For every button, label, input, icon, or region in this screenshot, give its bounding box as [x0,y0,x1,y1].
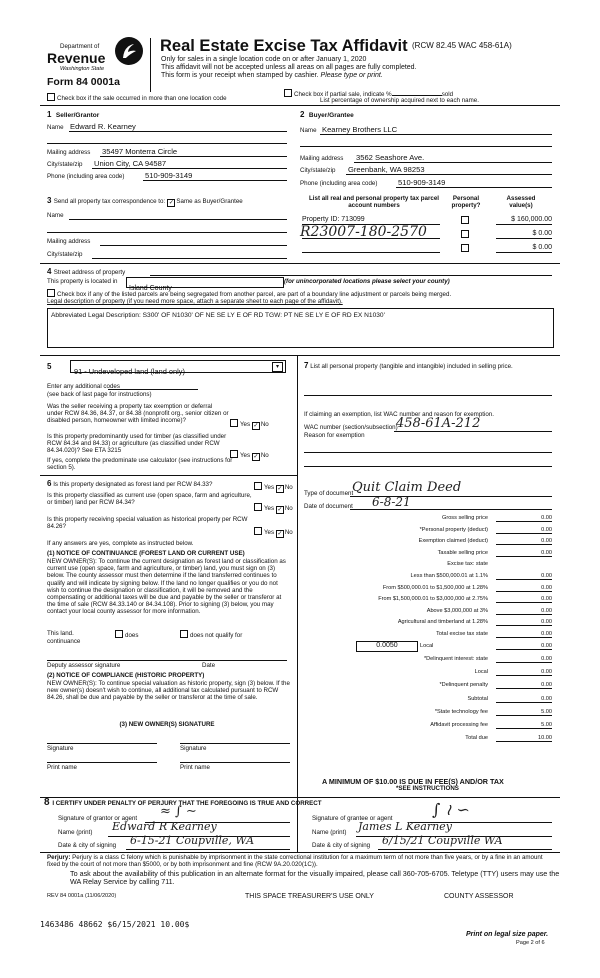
header-note1: Only for sales in a single location code on or after January 1, 2020 [161,56,367,63]
this-land-label: This land. [47,630,74,637]
county-select[interactable]: Island County [126,277,284,288]
parcel-id-1[interactable]: Property ID: 713099 [302,216,365,223]
corr-address-label: Mailing address [47,238,91,245]
tax-row-label: Less than $500,000.01 at 1.1% [410,573,488,579]
minimum-due: A MINIMUM OF $10.00 IS DUE IN FEE(S) AND/OR TAX [322,777,504,786]
tax-row-label: Excise tax: state [447,561,488,568]
assessed-value-2[interactable]: $ 0.00 [532,230,552,237]
seller-phone[interactable]: 510-909-3149 [145,171,193,180]
tax-row-value[interactable]: 0.00 [496,515,552,522]
seller-address[interactable]: 35497 Monterra Circle [102,147,178,156]
partial-sale-check[interactable]: Check box if partial sale, indicate % sold [284,89,453,98]
local-rate-box[interactable]: 0.0050 [356,641,418,652]
seller-name[interactable]: Edward R. Kearney [70,122,136,131]
land-use-select[interactable]: 91 - Undeveloped land (land only) ▾ [70,360,286,373]
legal-paper-note: Print on legal size paper. [466,931,549,938]
q-historic-yesno[interactable]: Yes ✓ No [254,527,293,538]
form-number: Form 84 0001a [47,76,120,88]
q-forest-yesno[interactable]: Yes ✓ No [254,482,293,493]
owner-sig-label-1: Signature [47,745,74,752]
tax-row [300,607,552,616]
tax-row [300,721,552,730]
tax-row [300,681,552,690]
legal-label: Legal description of property (if you need more space, attach a separate sheet to each page of the affidavit). [47,298,343,305]
tax-row-value[interactable]: 0.00 [496,527,552,534]
tax-row-label: Total due [465,735,488,742]
new-owner-heading: (3) NEW OWNER(S) SIGNATURE [119,721,215,728]
exempt-text: If claiming an exemption, list WAC number and reason for exemption. [304,411,494,418]
deputy-date-label: Date [202,662,216,669]
q-historic: Is this property receiving special valuation as historical property per RCW 84.26? [47,516,248,531]
tax-row [300,630,552,639]
q-timber-note: If yes, complete the predominate use calculator (see instructions for section 5). [47,457,233,472]
section3-heading: 3 Send all property tax correspondence to: ✓ Same as Buyer/Grantee [47,196,243,206]
tax-row [300,584,552,593]
tax-row-label: Local [474,669,488,676]
codes-label: Enter any additional codes [47,383,120,390]
grantor-name-label: Name (print) [58,829,93,836]
tax-row-value[interactable]: 0.00 [496,619,552,626]
buyer-name-label: Name [300,127,317,134]
header-note2: This affidavit will not be accepted unless all areas on all pages are fully completed. [161,64,417,71]
reason-label: Reason for exemption [304,432,365,439]
tax-row-value[interactable]: 5.00 [496,722,552,729]
certify-heading: 8 I CERTIFY UNDER PENALTY OF PERJURY THAT THE FOREGOING IS TRUE AND CORRECT [44,797,322,808]
alt-format-text: To ask about the availability of this publication in an alternate format for the visually impaired, please call 360-705-6705. Teletype (TTY) users may use the WA Relay Service by calling 711. [70,869,560,886]
grantor-date-label: Date & city of signing [58,842,117,849]
doc-type-label: Type of document [304,490,354,497]
q-exemption-yesno[interactable]: Yes ✓ No [230,419,269,430]
personal-col-header: Personal property? [451,195,481,210]
legal-description-field[interactable]: Abbreviated Legal Description: S300' OF N1030' OF NE SE LY E OF RD TGW: PT NE SE LY E OF RD EX N1030' [47,308,554,348]
perjury-text: Perjury: Perjury is a class C felony which is punishable by imprisonment in the state correctional institution for a maximum term of not more than five years, or by a fine in an amount fixed by the court of not more than $5000, or by both imprisonment and fine (RCW 9A.20.020(1C)). [47,854,543,869]
buyer-city-label: City/state/zip [300,167,336,174]
tax-row-label: Affidavit processing fee [430,722,488,728]
buyer-address-label: Mailing address [300,155,344,162]
located-label: This property is located in [47,278,118,285]
buyer-heading: 2 Buyer/Grantee [300,110,354,119]
tax-row-value[interactable]: 0.00 [496,538,552,545]
tax-row [300,618,552,627]
cashier-stamp: 1463486 48662 $6/15/2021 10.00$ [40,920,190,929]
tax-row [300,560,552,569]
grantee-sig-label: Signature of grantee or agent [312,815,393,822]
tax-row-value[interactable]: 0.00 [496,682,552,689]
tax-row [300,537,552,546]
owner-print-label-2: Print name [180,764,210,771]
tax-row-value[interactable]: 0.00 [496,608,552,615]
buyer-name[interactable]: Kearney Brothers LLC [322,125,398,134]
assessed-value-3[interactable]: $ 0.00 [532,244,552,251]
tax-row-label: From $1,500,000.01 to $3,000,000 at 2.75% [378,596,488,603]
agency-name: Revenue [47,50,106,66]
tax-row-value[interactable]: 0.00 [496,573,552,580]
chevron-down-icon[interactable]: ▾ [272,362,283,372]
assessed-col-header: Assessed value(s) [506,195,536,210]
county-assessor: COUNTY ASSESSOR [444,893,514,900]
corr-name-label: Name [47,212,64,219]
grantee-name[interactable]: James L Kearney [358,820,452,833]
tax-row [300,595,552,604]
seller-name-label: Name [47,124,64,131]
local-label: Local [420,643,434,649]
tax-row-label: From $500,000.01 to $1,500,000 at 1.28% [382,584,488,591]
seller-city-label: City/state/zip [47,161,83,168]
segregated-check[interactable]: Check box if any of the listed parcels are being segregated from another parcel, are part of a boundary line adjustment or parcels being merged. [47,289,557,298]
deputy-sig-label: Deputy assessor signature [47,662,121,669]
agency-line1: Department of [60,43,100,50]
q-timber-yesno[interactable]: Yes ✓ No [230,450,269,461]
tax-row [300,655,552,664]
grantor-date-city[interactable]: 6-15-21 Coupville, WA [130,834,255,847]
wac-value[interactable]: 458-61A-212 [396,416,481,431]
q-forest: 6 Is this property designated as forest land per RCW 84.33? [47,479,213,488]
buyer-city[interactable]: Greenbank, WA 98253 [348,165,425,174]
buyer-phone-label: Phone (including area code) [300,180,378,187]
owner-sig-label-2: Signature [180,745,207,752]
buyer-phone[interactable]: 510-909-3149 [398,178,446,187]
tax-row-value[interactable]: 0.00 [496,656,552,663]
tax-row-value[interactable]: 0.00 [496,550,552,557]
seller-heading: 1 Seller/Grantor [47,110,100,119]
seller-phone-label: Phone (including area code) [47,173,125,180]
tax-row [300,572,552,581]
page-number: Page 2 of 6 [516,940,545,946]
grantee-signature[interactable]: ∫ ≀ ∽ [432,800,470,819]
does-check[interactable]: does [115,630,138,639]
dor-logo-icon [114,36,144,66]
parcel-id-2[interactable]: R23007-180-2570 [300,224,427,240]
tax-row-value[interactable]: 0.00 [496,669,552,676]
tax-row-label: Exemption claimed (deduct) [418,538,488,545]
same-as-buyer-checkbox[interactable]: ✓ [168,200,174,206]
parcel-col-header: List all real and personal property tax parcel account numbers [309,195,439,210]
personal-checkbox-1[interactable] [461,216,469,224]
section7-text: 7 List all personal property (tangible and intangible) included in selling price. [304,361,513,370]
assessed-value-1[interactable]: $ 160,000.00 [511,216,552,223]
tax-row [300,514,552,523]
tax-row [300,708,552,717]
any-yes-note: If any answers are yes, complete as instructed below. [47,540,194,547]
tax-row-value[interactable]: 0.00 [496,631,552,638]
corr-city-label: City/state/zip [47,251,83,258]
does-not-check[interactable]: does not qualify for [180,630,242,639]
continuance-label: continuance [47,638,81,645]
tax-row [300,526,552,535]
tax-row-label: Gross selling price [441,515,488,521]
seller-address-label: Mailing address [47,149,91,156]
multi-location-check[interactable]: Check box if the sale occurred in more than one location code [47,93,227,102]
personal-checkbox-3[interactable] [461,244,469,252]
tax-row [300,734,552,743]
wac-label: WAC number (section/subsection) [304,424,398,431]
buyer-address[interactable]: 3562 Seashore Ave. [356,153,425,162]
agency-state: Washington State [60,66,105,72]
grantee-date-city[interactable]: 6/15/21 Coupville WA [382,834,503,847]
tax-row-value[interactable]: 0.00 [496,585,552,592]
tax-row [300,668,552,677]
grantee-name-label: Name (print) [312,829,347,836]
see-instructions: *SEE INSTRUCTIONS [396,785,459,792]
q-timber: Is this property predominantly used for timber (as classified under RCW 84.34 and 84.33) or agriculture (as classified under RCW 84.34.020)? See ETA 3215 [47,433,227,455]
tax-row-label: *Personal property (deduct) [419,526,488,533]
tax-row-value[interactable]: 10.00 [496,735,552,742]
q-exemption: Was the seller receiving a property tax exemption or deferral under RCW 84.36, 84.37, or 84.38 (nonprofit org., senior citizen or disabled person, homeowner with limited income)? [47,403,229,425]
tax-row-label: Agricultural and timberland at 1.28% [397,619,488,626]
doc-date-value[interactable]: 6-8-21 [372,495,411,509]
continuance-text: NEW OWNER(S): To continue the current designation as forest land or classification as current use (open space, farm and agriculture, or timber) land, you must sign on (3) below. The county assessor must then determine if the land transferred continues to qualify and will indicate by signing below. If the land no longer qualifies or you do not wish to continue the designation or classification, it will be removed and the compensating or additional taxes will be due and payable by the seller or transferor at the time of sale (RCW 84.33.140 or 84.34.108). Prior to signing (3) below, you may contact your local county assessor for more information. [47,558,286,616]
tax-row-label: Above $3,000,000 at 3% [426,607,488,614]
compliance-text: NEW OWNER(S): To continue special valuation as historic property, sign (3) below. If the new owner(s) doesn't wish to continue, all additional tax calculated pursuant to RCW 84.26, shall be due and payable by the seller or transferor at the time of sale. [47,680,290,702]
seller-city[interactable]: Union City, CA 94587 [94,159,167,168]
form-rcw: (RCW 82.45 WAC 458-61A) [412,41,512,50]
tax-row-label: Subtotal [467,695,488,702]
codes-note: (see back of last page for instructions) [47,391,152,398]
header-note3: This form is your receipt when stamped by cashier. Please type or print. [161,72,383,79]
rev-number: REV 84 0001a (11/06/2020) [47,893,117,899]
grantor-name[interactable]: Edward R Kearney [112,820,217,833]
tax-row-label: *Delinquent interest: state [423,656,488,662]
q-current-use: Is this property classified as current use (open space, farm and agriculture, or timber) land per RCW 84.34? [47,492,252,507]
compliance-heading: (2) NOTICE OF COMPLIANCE (HISTORIC PROPERTY) [47,672,205,679]
tax-row-label: *State technology fee [434,708,488,715]
tax-row [300,549,552,558]
tax-row-label: *Delinquent penalty [439,682,488,689]
tax-row-label: Taxable selling price [437,549,488,556]
section5-num: 5 [47,362,52,371]
continuance-heading: (1) NOTICE OF CONTINUANCE (FOREST LAND OR CURRENT USE) [47,550,245,557]
form-title: Real Estate Excise Tax Affidavit [160,37,408,55]
located-note: (for unincorporated locations please select your county) [284,278,450,285]
section4-street: 4 Street address of property [47,267,126,276]
tax-row [300,695,552,704]
grantor-signature[interactable]: ≈ ∫ ∼ [160,804,197,819]
q-current-use-yesno[interactable]: Yes ✓ No [254,503,293,514]
owner-print-label-1: Print name [47,764,77,771]
grantee-date-label: Date & city of signing [312,842,371,849]
tax-row-label: Total excise tax state [436,631,488,637]
personal-checkbox-2[interactable] [461,230,469,238]
local-value[interactable]: 0.00 [496,643,552,650]
doc-type-value[interactable]: Quit Claim Deed [352,480,462,495]
grantor-sig-label: Signature of grantor or agent [58,815,138,822]
partial-sale-note: List percentage of ownership acquired next to each name. [320,97,479,104]
tax-row-value[interactable]: 0.00 [496,696,552,703]
treasurer-space: THIS SPACE TREASURER'S USE ONLY [245,893,374,900]
tax-row-value[interactable]: 0.00 [496,596,552,603]
tax-row-value[interactable]: 5.00 [496,709,552,716]
doc-date-label: Date of document [304,503,353,510]
